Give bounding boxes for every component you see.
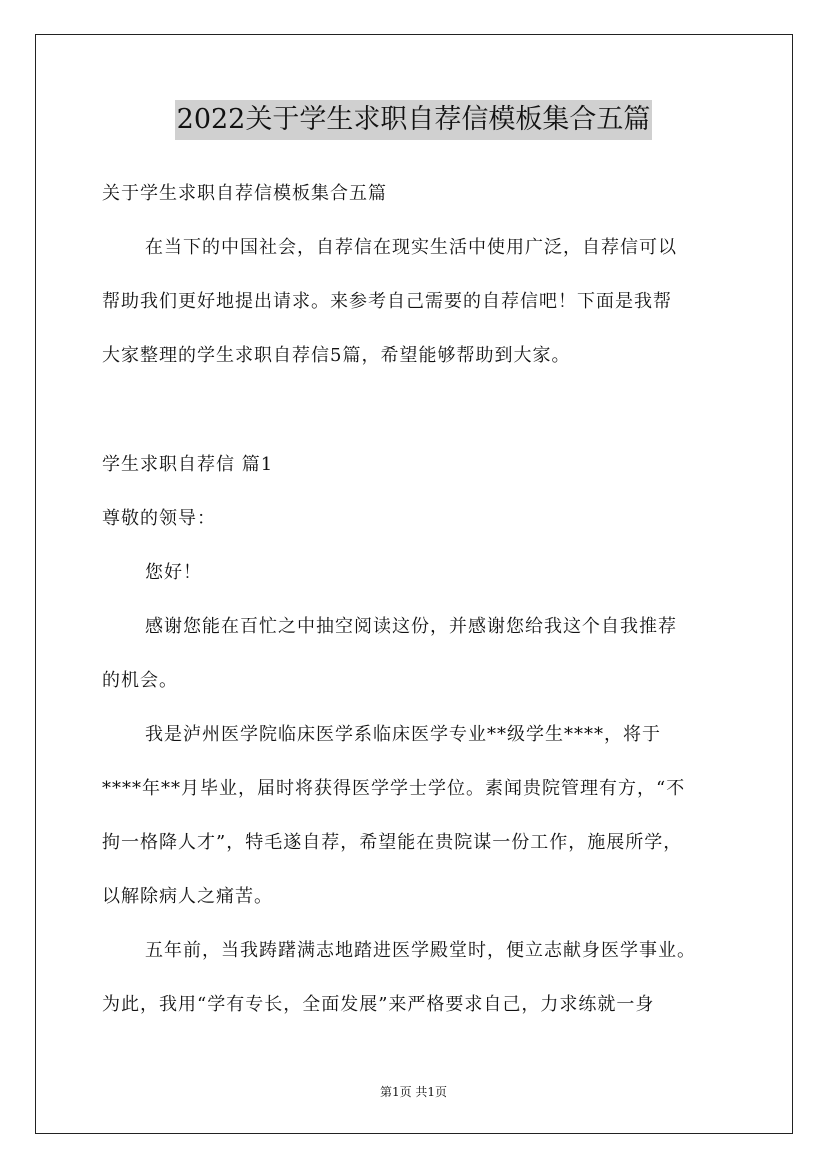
intro-line-3: 大家整理的学生求职自荐信5篇，希望能够帮助到大家。 — [102, 345, 571, 366]
body-line: 感谢您能在百忙之中抽空阅读这份，并感谢您给我这个自我推荐 — [145, 616, 677, 637]
page-footer: 第1页 共1页 — [379, 1085, 448, 1099]
document-subtitle: 关于学生求职自荐信模板集合五篇 — [102, 183, 387, 204]
body-line: ****年**月毕业，届时将获得医学学士学位。素闻贵院管理有方，“不 — [102, 778, 686, 799]
section-heading: 学生求职自荐信 篇1 — [102, 454, 274, 475]
body-line: 我是泸州医学院临床医学系临床医学专业**级学生****，将于 — [145, 724, 661, 745]
body-line: 为此，我用“学有专长，全面发展”来严格要求自己，力求练就一身 — [102, 994, 655, 1015]
body-line: 五年前，当我踌躇满志地踏进医学殿堂时，便立志献身医学事业。 — [145, 940, 696, 961]
body-line: 以解除病人之痛苦。 — [102, 886, 273, 907]
intro-line-1: 在当下的中国社会，自荐信在现实生活中使用广泛，自荐信可以 — [145, 237, 677, 258]
salutation: 尊敬的领导： — [102, 508, 216, 529]
body-line: 拘一格降人才”，特毛遂自荐，希望能在贵院谋一份工作，施展所学， — [102, 832, 683, 853]
title-container — [0, 100, 827, 140]
greeting: 您好！ — [145, 562, 202, 583]
body-line: 的机会。 — [102, 670, 178, 691]
intro-line-2: 帮助我们更好地提出请求。来参考自己需要的自荐信吧！下面是我帮 — [102, 291, 672, 312]
document-title: 2022关于学生求职自荐信模板集合五篇 — [175, 100, 653, 140]
